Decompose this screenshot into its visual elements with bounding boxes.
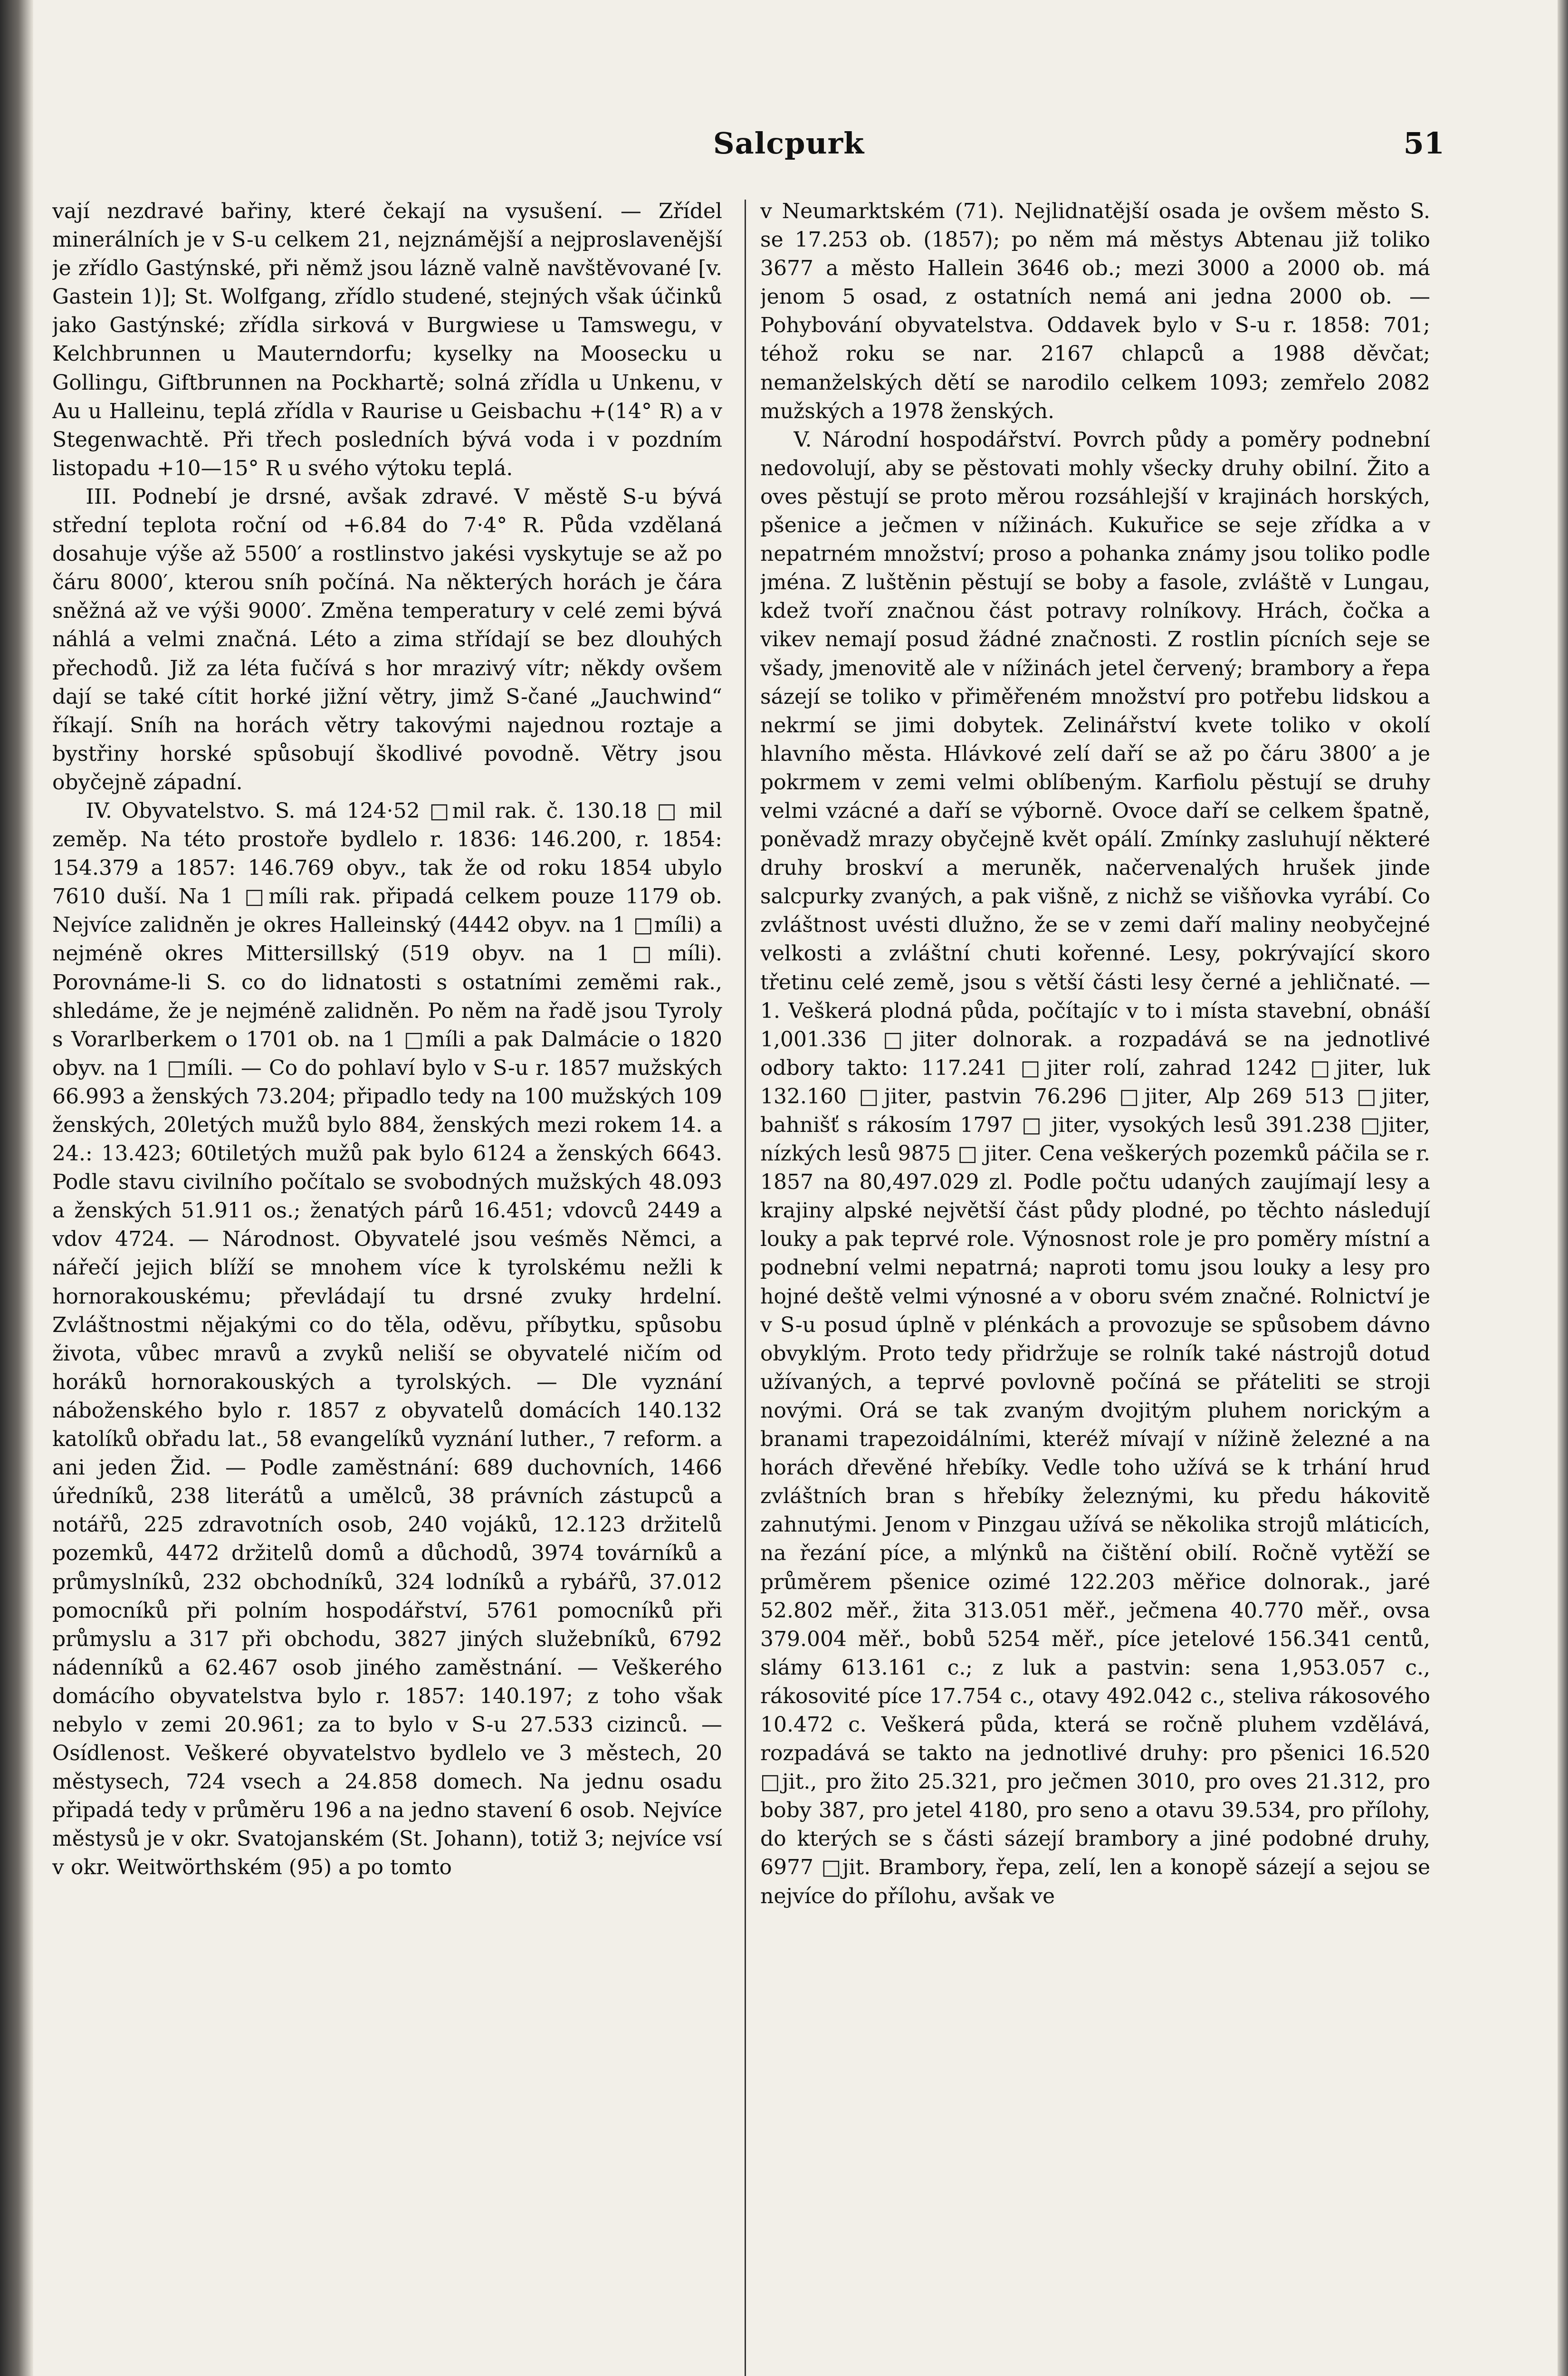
paragraph-national-economy: V. Národní hospodářství. Povrch půdy a poměry podnební nedovolují, aby se pěstovati mohly všecky druhy obilní. Žito a oves pěstují se proto měrou rozsáhlejší v krajinách horských, pšenice a ječmen v nížinách. Kukuřice se seje zřídka a v nepatrném množství; proso a pohanka známy jsou toliko podle jména. Z luštěnin pěstují se boby a fasole, zvláště v Lungau, kdež tvoří značnou část potravy rolníkovy. Hrách, čočka a vikev nemají posud žádné značnosti. Z rostlin pícních seje se všady, jmenovitě ale v nížinách jetel červený; brambory a řepa sázejí se toliko v přiměřeném množství pro potřebu lidskou a nekrmí se jimi dobytek. Zelinářství kvete toliko v okolí hlavního města. Hlávkové zelí daří se až po čáru 3800′ a je pokrmem v zemi velmi oblíbeným. Karfiolu pěstují se druhy velmi vzácné a daří se výborně. Ovoce daří se celkem špatně, poněvadž mrazy obyčejně květ opálí. Zmínky zasluhují některé druhy broskví a meruněk, načervenalých hrušek jinde salcpurky zvaných, a pak višně, z nichž se višňovka vyrábí. Co zvláštnost uvésti dlužno, že se v zemi daří maliny neobyčejné velkosti a zvláštní chuti kořenné. Lesy, pokrývající skoro třetinu celé země, jsou s větší části lesy černé a jehličnaté. — 1. Veškerá plodná půda, počítajíc v to i místa stavební, obnáší 1,001.336 □jiter dolnorak. a rozpadává se na jednotlivé odbory takto: 117.241 □jiter rolí, zahrad 1242 □jiter, luk 132.160 □jiter, pastvin 76.296 □jiter, Alp 269 513 □jiter, bahnišť s rákosím 1797 □ jiter, vysokých lesů 391.238 □jiter, nízkých lesů 9875 □ jiter. Cena veškerých pozemků páčila se r. 1857 na 80,497.029 zl. Podle počtu udaných zaujímají lesy a krajiny alpské největší část půdy plodné, po těchto následují louky a pak teprvé role. Výnosnost role je pro poměry místní a podnební velmi nepatrná; naproti tomu jsou louky a lesy pro hojné deště velmi výnosné a v oboru svém značné. Rolnictví je v S-u posud úplně v plénkách a provozuje se spůsobem dávno obvyklým. Proto tedy přidržuje se rolník také nástrojů dotud užívaných, a teprvé povlovně počíná se přáteliti se stroji novými. Orá se tak zvaným dvojitým pluhem norickým a branami trapezoidálními, kteréž mívají v nížině železné a na horách dřevěné hřebíky. Vedle toho užívá se k trhání hrud zvláštních bran s hřebíky železnými, ku předu hákovitě zahnutými. Jenom v Pinzgau užívá se několika strojů mláticích, na řezání píce, a mlýnků na čištění obilí. Ročně vytěží se průměrem pšenice ozimé 122.203 měřice dolnorak., jaré 52.802 měř., žita 313.051 měř., ječmena 40.770 měř., ovsa 379.004 měř., bobů 5254 měř., píce jetelové 156.341 centů, slámy 613.161 c.; z luk a pastvin: sena 1,953.057 c., rákosovité píce 17.754 c., otavy 492.042 c., steliva rákosového 10.472 c. Veškerá půda, která se ročně pluhem vzdělává, rozpadává se takto na jednotlivé druhy: pro pšenici 16.520 □jit., pro žito 25.321, pro ječmen 3010, pro oves 21.312, pro boby 387, pro jetel 4180, pro seno a otavu 39.534, pro přílohy, do kterých se s části sázejí brambory a jiné podobné druhy, 6977 □jit. Brambory, řepa, zelí, len a konopě sázejí a sejou se nejvíce do přílohu, avšak ve [760, 427, 1430, 1908]
paragraph-population: IV. Obyvatelstvo. S. má 124·52 □mil rak. č. 130.18 □ mil zeměp. Na této prostoře bydlelo r. 1836: 146.200, r. 1854: 154.379 a 1857: 146.769 obyv., tak že od roku 1854 ubylo 7610 duší. Na 1 □míli rak. připadá celkem pouze 1179 ob. Nejvíce zalidněn je okres Halleinský (4442 obyv. na 1 □míli) a nejméně okres Mittersillský (519 obyv. na 1 □míli). Porovnáme-li S. co do lidnatosti s ostatními zeměmi rak., shledáme, že je nejméně zalidněn. Po něm na řadě jsou Tyroly s Vorarlberkem o 1701 ob. na 1 □míli a pak Dalmácie o 1820 obyv. na 1 □míli. — Co do pohlaví bylo v S-u r. 1857 mužských 66.993 a ženských 73.204; připadlo tedy na 100 mužských 109 ženských, 20letých mužů bylo 884, ženských mezi rokem 14. a 24.: 13.423; 60tiletých mužů pak bylo 6124 a ženských 6643. Podle stavu civilního počítalo se svobodných mužských 48.093 a ženských 51.911 os.; ženatých párů 16.451; vdovců 2449 a vdov 4724. — Národnost. Obyvatelé jsou veśměs Němci, a nářečí jejich blíží se mnohem více k tyrolskému nežli k hornorakouskému; převládají tu drsné zvuky hrdelní. Zvláštnostmi nějakými co do těla, oděvu, příbytku, spůsobu života, vůbec mravů a zvyků neliší se obyvatelé ničím od horáků hornorakouských a tyrolských. — Dle vyznání náboženského bylo r. 1857 z obyvatelů domácích 140.132 katolíků obřadu lat., 58 evangelíků vyznání luther., 7 reform. a ani jeden Žid. — Podle zaměstnání: 689 duchovních, 1466 úředníků, 238 literátů a umělců, 38 právních zástupců a notářů, 225 zdravotních osob, 240 vojáků, 12.123 držitelů pozemků, 4472 držitelů domů a důchodů, 3974 továrníků a průmyslníků, 232 obchodníků, 324 lodníků a rybářů, 37.012 pomocníků při polním hospodářství, 5761 pomocníků při průmyslu a 317 při obchodu, 3827 jiných služebníků, 6792 nádenníků a 62.467 osob jiného zaměstnání. — Veškerého domácího obyvatelstva bylo r. 1857: 140.197; z toho však nebylo v zemi 20.961; za to bylo v S-u 27.533 cizinců. — Osídlenost. Veškeré obyvatelstvo bydlelo ve 3 městech, 20 městysech, 724 vsech a 24.858 domech. Na jednu osadu připadá tedy v průměru 196 a na jedno stavení 6 osob. Nejvíce městysů je v okr. Svatojanském (St. Johann), totiž 3; nejvíce vsí v okr. Weitwörthském (95) a po tomto [52, 798, 722, 1880]
right-text-column [760, 197, 1430, 2376]
column-divider-rule [745, 200, 746, 2376]
running-head-title: Salcpurk [713, 126, 865, 161]
paragraph-settlements: v Neumarktském (71). Nejlidnatější osada je ovšem město S. se 17.253 ob. (1857); po něm má městys Abtenau již toliko 3677 a město Hallein 3646 ob.; mezi 3000 a 2000 ob. má jenom 5 osad, z ostatních nemá ani jedna 2000 ob. — Pohybování obyvatelstva. Oddavek bylo v S-u r. 1858: 701; téhož roku se nar. 2167 chlapců a 1988 děvčat; nemanželských dětí se narodilo celkem 1093; zemřelo 2082 mužských a 1978 ženských. [760, 199, 1430, 423]
page-number: 51 [1403, 126, 1444, 161]
left-text-column [52, 197, 722, 2376]
paragraph-climate: III. Podnebí je drsné, avšak zdravé. V městě S-u bývá střední teplota roční od +6.84 do 7·4° R. Půda vzdělaná dosahuje výše až 5500′ a rostlinstvo jakési vyskytuje se až po čáru 8000′, kterou sníh počíná. Na některých horách je čára sněžná až ve výši 9000′. Změna temperatury v celé zemi bývá náhlá a velmi značná. Léto a zima střídají se bez dlouhých přechodů. Již za léta fučívá s hor mrazivý vítr; někdy ovšem dají se také cítit horké jižní větry, jimž S-čané „Jauchwind“ říkají. Sníh na horách větry takovými najednou roztaje a bystřiny horské spůsobují škodlivé povodně. Větry jsou obyčejně západní. [52, 484, 722, 795]
page-binding-edge [0, 0, 33, 2376]
paragraph-springs: vají nezdravé bařiny, které čekají na vysušení. — Zřídel minerálních je v S-u celkem 21, nejznámější a nejproslavenější je zřídlo Gastýnské, při němž jsou lázně valně navštěvované [v. Gastein 1)]; St. Wolfgang, zřídlo studené, stejných však účinků jako Gastýnské; zřídla sirková v Burgwiese u Tamswegu, v Kelchbrunnen u Mauterndorfu; kyselky na Moosecku u Gollingu, Giftbrunnen na Pockhartě; solná zřídla u Unkenu, v Au u Halleinu, teplá zřídla v Raurise u Geisbachu +(14° R) a v Stegenwachtě. Při třech posledních bývá voda i v pozdním listopadu +10—15° R u svého výtoku teplá. [52, 199, 722, 480]
page-right-edge [1558, 0, 1568, 2376]
